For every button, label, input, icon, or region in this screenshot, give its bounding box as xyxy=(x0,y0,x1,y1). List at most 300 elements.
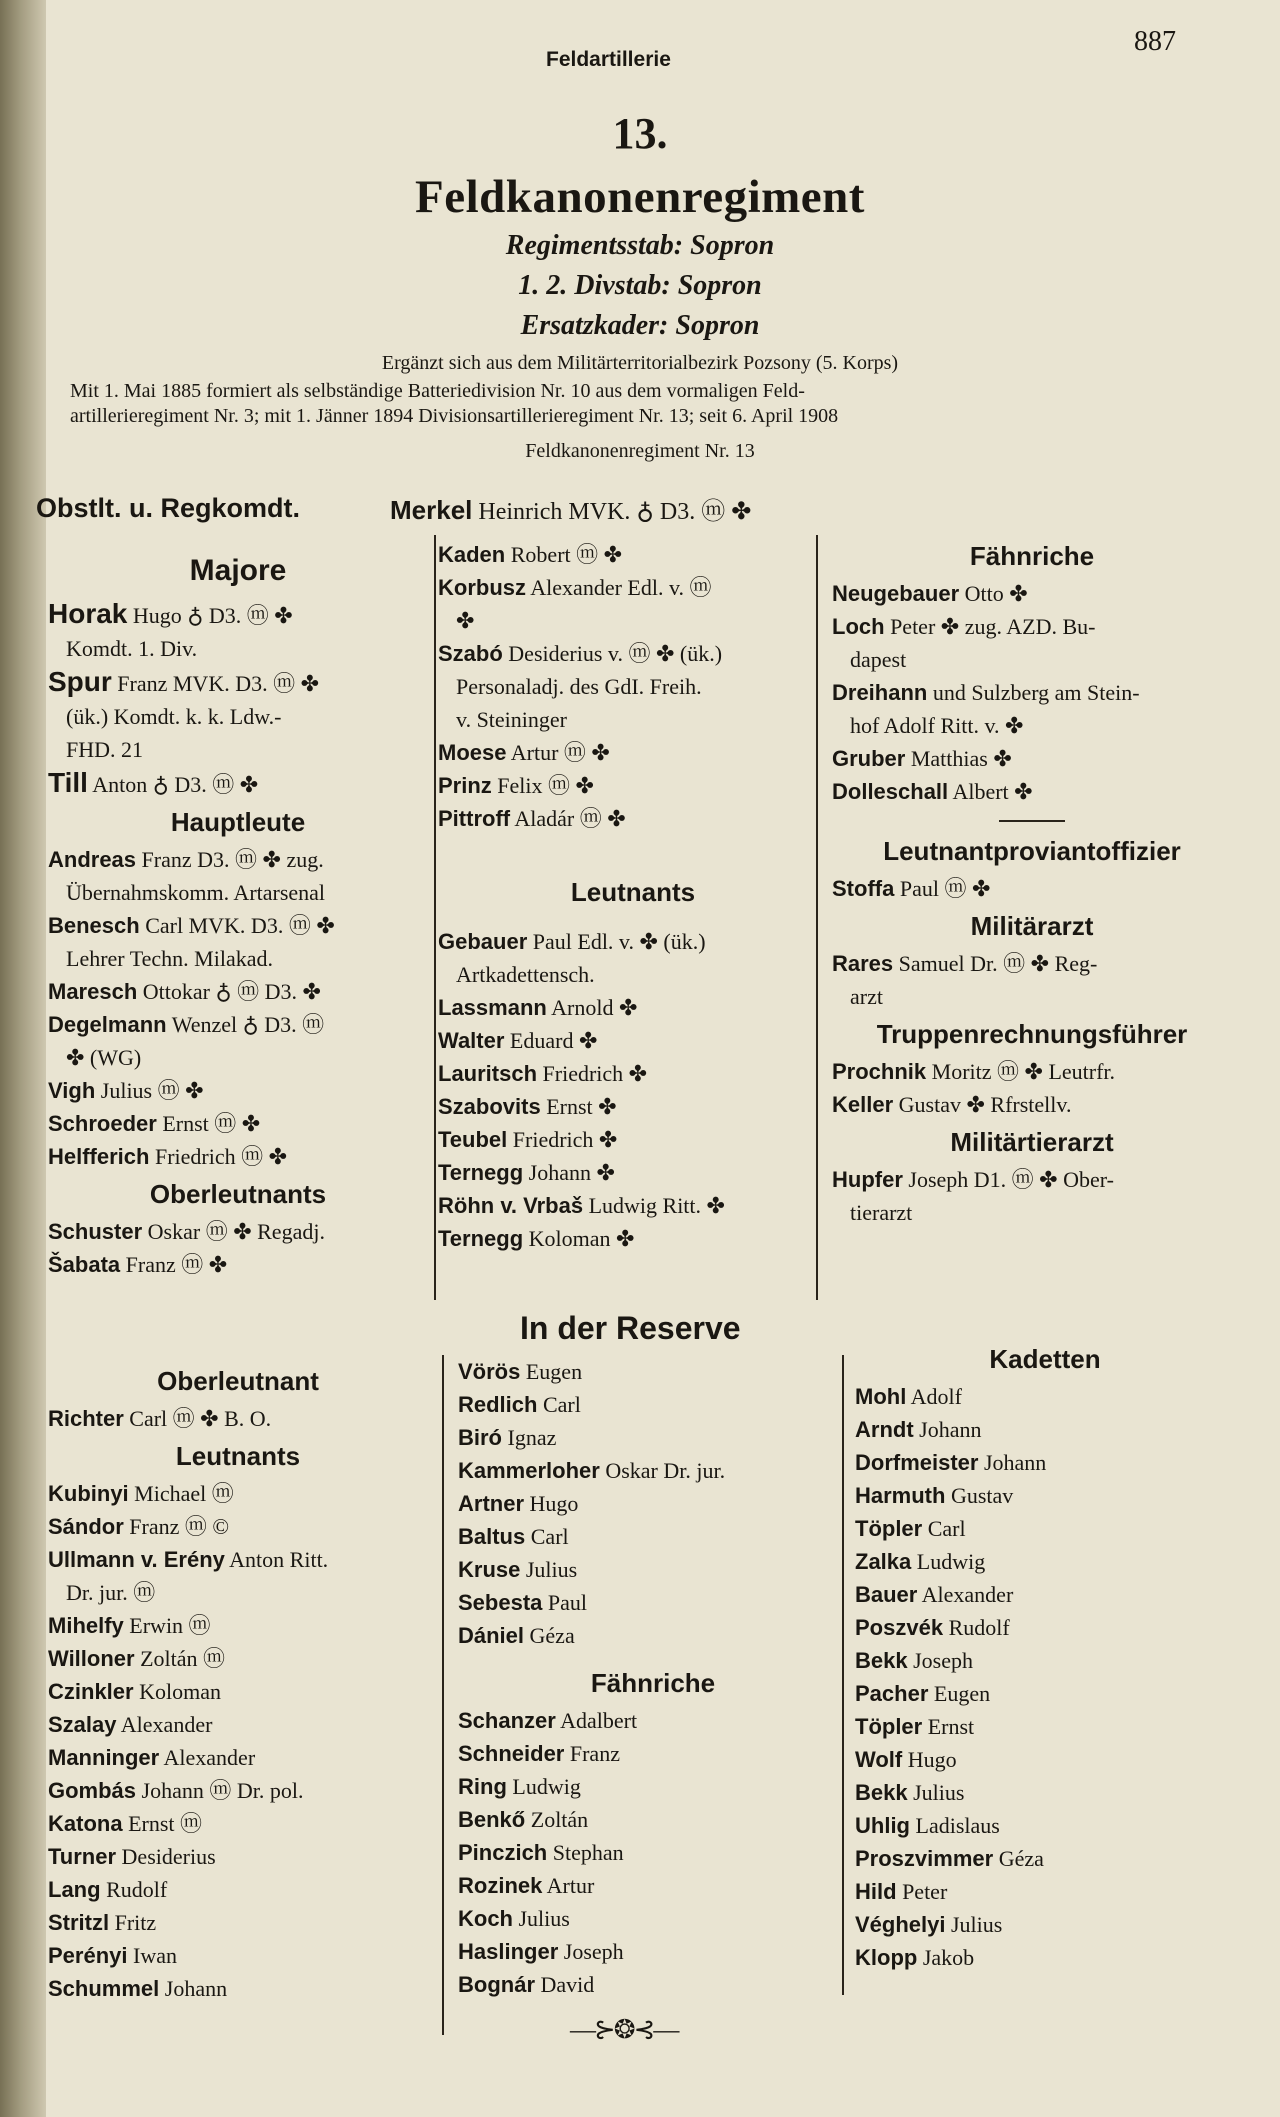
person-entry xyxy=(855,1545,1235,1578)
reserve-column-rule-1 xyxy=(442,1355,444,2035)
person-details: Ludwig Ritt. ✤ xyxy=(588,1193,725,1218)
person-details: Julius xyxy=(950,1912,1003,1937)
person-entry xyxy=(855,1743,1235,1776)
person-details: Paul ⓜ ✤ xyxy=(899,876,991,901)
person-entry xyxy=(855,1644,1235,1677)
section-title-rechnungsfuehrer: Truppenrechnungsführer xyxy=(876,1019,1188,1049)
person-entry xyxy=(832,610,1232,643)
person-details: Friedrich ✤ xyxy=(512,1127,618,1152)
section-title-proviant: Leutnantproviantoffizier xyxy=(883,836,1181,866)
person-surname: Klopp xyxy=(855,1945,918,1970)
person-entry xyxy=(48,1008,428,1041)
person-details: Ernst ⓜ xyxy=(128,1811,203,1836)
person-surname: Arndt xyxy=(855,1417,914,1442)
column-3 xyxy=(832,535,1232,1229)
commander-rank: Obstlt. u. Regkomdt. xyxy=(36,493,301,523)
person-surname: Rozinek xyxy=(458,1873,543,1898)
person-entry xyxy=(48,1807,428,1840)
person-details: Rudolf xyxy=(106,1877,168,1902)
person-entry xyxy=(458,1836,848,1869)
person-surname: Rares xyxy=(832,951,894,976)
person-entry xyxy=(48,1873,428,1906)
person-entry xyxy=(855,1710,1235,1743)
commander-surname: Merkel xyxy=(390,495,473,525)
section-title-hauptleute: Hauptleute xyxy=(170,807,306,837)
person-entry xyxy=(855,1809,1235,1842)
person-surname: Töpler xyxy=(855,1516,923,1541)
person-entry-continuation: Personaladj. des GdI. Freih. xyxy=(456,674,702,699)
person-entry xyxy=(438,991,828,1024)
person-entry xyxy=(48,1708,428,1741)
person-details: Moritz ⓜ ✤ Leutrfr. xyxy=(931,1059,1116,1084)
person-entry xyxy=(48,1248,428,1281)
person-details: Hugo xyxy=(529,1491,579,1516)
person-entry xyxy=(855,1677,1235,1710)
person-surname: Bauer xyxy=(855,1582,918,1607)
person-details: Anton ♁ D3. ⓜ ✤ xyxy=(92,772,259,797)
person-entry xyxy=(458,1586,848,1619)
person-surname: Teubel xyxy=(438,1127,508,1152)
person-surname: Degelmann xyxy=(48,1012,167,1037)
page xyxy=(36,0,1230,2117)
running-head: Feldartillerie xyxy=(546,48,671,71)
person-details: Matthias ✤ xyxy=(910,746,1012,771)
leutnants-list xyxy=(438,925,828,1255)
reserve-oberleutnant-list xyxy=(48,1402,428,1435)
hauptleute-list xyxy=(48,843,428,1173)
person-details: Eugen xyxy=(933,1681,991,1706)
person-surname: Turner xyxy=(48,1844,117,1869)
person-surname: Willoner xyxy=(48,1646,135,1671)
person-details: Otto ✤ xyxy=(964,581,1028,606)
person-surname: Töpler xyxy=(855,1714,923,1739)
regimentsstab-line: Regimentsstab: Sopron xyxy=(505,230,775,261)
person-entry xyxy=(855,1578,1235,1611)
recruitment-note: Ergänzt sich aus dem Militärterritorialbezirk Pozsony (5. Korps) xyxy=(381,352,899,374)
person-surname: Proszvimmer xyxy=(855,1846,994,1871)
person-details: Ernst ⓜ ✤ xyxy=(162,1111,261,1136)
person-entry-continuation: hof Adolf Ritt. v. ✤ xyxy=(850,713,1024,738)
person-surname: Sándor xyxy=(48,1514,124,1539)
person-details: Franz ⓜ ✤ xyxy=(125,1252,228,1277)
person-entry xyxy=(48,1741,428,1774)
person-surname: Szabó xyxy=(438,641,503,666)
person-surname: Pittroff xyxy=(438,806,511,831)
person-entry xyxy=(458,1520,848,1553)
history-note-line-3: Feldkanonenregiment Nr. 13 xyxy=(525,440,755,462)
person-details: Alexander xyxy=(921,1582,1014,1607)
person-entry xyxy=(48,1510,428,1543)
person-entry xyxy=(48,843,428,876)
person-surname: Ternegg xyxy=(438,1226,524,1251)
person-entry xyxy=(832,775,1232,808)
person-entry-continuation: (ük.) Komdt. k. k. Ldw.- xyxy=(66,704,282,729)
person-details: Joseph D1. ⓜ ✤ Ober- xyxy=(908,1167,1114,1192)
person-entry xyxy=(855,1941,1235,1974)
reserve-title: In der Reserve xyxy=(520,1310,741,1346)
person-surname: Benesch xyxy=(48,913,140,938)
person-surname: Katona xyxy=(48,1811,123,1836)
person-entry xyxy=(855,1908,1235,1941)
person-entry xyxy=(855,1842,1235,1875)
person-surname: Redlich xyxy=(458,1392,538,1417)
tierarzt-list xyxy=(832,1163,1232,1229)
person-details: und Sulzberg am Stein- xyxy=(932,680,1140,705)
person-entry-continuation: dapest xyxy=(850,647,907,672)
person-details: Oskar ⓜ ✤ Regadj. xyxy=(147,1219,325,1244)
person-details: Franz xyxy=(569,1741,620,1766)
person-entry xyxy=(48,1939,428,1972)
person-entry xyxy=(855,1413,1235,1446)
person-entry xyxy=(48,1140,428,1173)
history-note-line-1: Mit 1. Mai 1885 formiert als selbständige Batteriedivision Nr. 10 aus dem vormaligen Feld- xyxy=(70,380,805,402)
kadetten-list xyxy=(855,1380,1235,1974)
person-entry xyxy=(48,1840,428,1873)
person-details: Carl xyxy=(927,1516,966,1541)
person-details: Hugo xyxy=(907,1747,957,1772)
person-entry xyxy=(48,1107,428,1140)
person-details: Jakob xyxy=(922,1945,975,1970)
person-entry-continuation: Übernahmskomm. Artarsenal xyxy=(66,880,326,905)
person-entry xyxy=(48,1642,428,1675)
person-entry xyxy=(48,1215,428,1248)
person-surname: Prinz xyxy=(438,773,492,798)
person-surname: Gruber xyxy=(832,746,906,771)
person-surname: Andreas xyxy=(48,847,137,872)
person-entry xyxy=(832,872,1232,905)
person-details: Franz ⓜ © xyxy=(129,1514,230,1539)
person-surname: Perényi xyxy=(48,1943,128,1968)
person-details: Ludwig xyxy=(512,1774,581,1799)
faehnriche-list xyxy=(832,577,1232,808)
person-details: Eugen xyxy=(525,1359,583,1384)
person-surname: Till xyxy=(48,767,88,798)
divstab-line: 1. 2. Divstab: Sopron xyxy=(518,270,762,301)
person-entry-continuation: ✤ xyxy=(456,608,475,633)
person-details: Ignaz xyxy=(507,1425,557,1450)
person-details: Carl MVK. D3. ⓜ ✤ xyxy=(145,913,335,938)
person-surname: Baltus xyxy=(458,1524,526,1549)
person-details: Samuel Dr. ⓜ ✤ Reg- xyxy=(898,951,1098,976)
person-details: Franz D3. ⓜ ✤ zug. xyxy=(141,847,324,872)
person-details: Gustav ✤ Rfrstellv. xyxy=(898,1092,1072,1117)
person-details: Iwan xyxy=(133,1943,177,1968)
person-entry xyxy=(458,1704,848,1737)
oberleutnants-list-1 xyxy=(48,1215,428,1281)
person-surname: Dreihann xyxy=(832,680,928,705)
person-details: Johann xyxy=(164,1976,228,2001)
person-details: Felix ⓜ ✤ xyxy=(497,773,594,798)
person-entry xyxy=(48,766,428,801)
person-details: Friedrich ⓜ ✤ xyxy=(154,1144,288,1169)
person-surname: Sebesta xyxy=(458,1590,543,1615)
person-surname: Kubinyi xyxy=(48,1481,129,1506)
person-surname: Neugebauer xyxy=(832,581,960,606)
person-entry xyxy=(458,1454,848,1487)
person-surname: Schummel xyxy=(48,1976,160,2001)
person-surname: Pacher xyxy=(855,1681,929,1706)
person-surname: Dániel xyxy=(458,1623,525,1648)
person-details: Joseph xyxy=(563,1939,624,1964)
person-entry xyxy=(438,1024,828,1057)
person-entry xyxy=(438,1222,828,1255)
person-entry xyxy=(458,1737,848,1770)
proviant-list xyxy=(832,872,1232,905)
column-rule-2 xyxy=(816,535,818,1300)
person-entry xyxy=(458,1421,848,1454)
person-details: Paul xyxy=(547,1590,588,1615)
person-surname: Stoffa xyxy=(832,876,895,901)
person-details: Wenzel ♁ D3. ⓜ xyxy=(171,1012,325,1037)
person-details: Erwin ⓜ xyxy=(129,1613,211,1638)
person-entry xyxy=(855,1380,1235,1413)
person-details: Carl xyxy=(530,1524,569,1549)
person-entry xyxy=(48,1074,428,1107)
person-surname: Vigh xyxy=(48,1078,96,1103)
regiment-name: Feldkanonenregiment xyxy=(415,171,865,223)
person-entry xyxy=(458,1388,848,1421)
person-details: Rudolf xyxy=(948,1615,1010,1640)
person-surname: Korbusz xyxy=(438,575,526,600)
person-details: Ernst xyxy=(927,1714,975,1739)
person-surname: Kaden xyxy=(438,542,506,567)
reserve-column-rule-2 xyxy=(842,1355,844,1995)
person-surname: Ullmann v. Erény xyxy=(48,1547,225,1572)
section-title-majore: Majore xyxy=(189,554,287,587)
majore-list xyxy=(48,597,428,801)
person-entry xyxy=(458,1355,848,1388)
person-details: Géza xyxy=(529,1623,575,1648)
person-details: Fritz xyxy=(114,1910,157,1935)
section-title-leutnants: Leutnants xyxy=(570,877,696,907)
person-entry xyxy=(438,802,828,835)
person-details: Michael ⓜ xyxy=(134,1481,234,1506)
person-entry xyxy=(438,1090,828,1123)
person-details: Koloman xyxy=(139,1679,221,1704)
person-surname: Biró xyxy=(458,1425,502,1450)
person-entry-continuation: FHD. 21 xyxy=(66,737,144,762)
person-details: Johann ✤ xyxy=(528,1160,615,1185)
reserve-faehnriche-list xyxy=(458,1704,848,2001)
person-entry xyxy=(48,1774,428,1807)
person-details: Anton Ritt. xyxy=(229,1547,329,1572)
section-title-oberleutnants: Oberleutnants xyxy=(149,1179,327,1209)
person-surname: Szabovits xyxy=(438,1094,541,1119)
column-2 xyxy=(438,538,828,1255)
militaerarzt-list xyxy=(832,947,1232,1013)
person-entry-continuation: arzt xyxy=(850,984,883,1009)
person-surname: Schneider xyxy=(458,1741,565,1766)
person-details: Hugo ♁ D3. ⓜ ✤ xyxy=(132,603,293,628)
column-1 xyxy=(48,545,428,1281)
person-entry xyxy=(438,571,828,604)
person-surname: Dolleschall xyxy=(832,779,949,804)
person-surname: Keller xyxy=(832,1092,894,1117)
person-surname: Ring xyxy=(458,1774,507,1799)
person-details: Alexander xyxy=(163,1745,256,1770)
person-surname: Mohl xyxy=(855,1384,907,1409)
person-entry xyxy=(458,1803,848,1836)
person-details: Robert ⓜ ✤ xyxy=(510,542,623,567)
column-rule-1 xyxy=(434,535,436,1300)
person-entry xyxy=(855,1875,1235,1908)
person-entry xyxy=(832,947,1232,980)
person-entry-continuation: Dr. jur. ⓜ xyxy=(66,1580,156,1605)
person-entry xyxy=(458,1869,848,1902)
person-details: Paul Edl. v. ✤ (ük.) xyxy=(532,929,706,954)
person-surname: Pinczich xyxy=(458,1840,548,1865)
person-surname: Prochnik xyxy=(832,1059,927,1084)
person-surname: Gebauer xyxy=(438,929,528,954)
person-surname: Schroeder xyxy=(48,1111,157,1136)
person-entry xyxy=(48,1543,428,1576)
person-entry xyxy=(48,1609,428,1642)
book-binding-shadow xyxy=(0,0,46,2117)
person-details: Peter ✤ zug. AZD. Bu- xyxy=(890,614,1096,639)
person-details: Julius xyxy=(525,1557,578,1582)
person-details: Oskar Dr. jur. xyxy=(605,1458,726,1483)
person-surname: Bekk xyxy=(855,1780,908,1805)
section-title-militaerarzt: Militärarzt xyxy=(970,911,1094,941)
reserve-column-3 xyxy=(855,1338,1235,1974)
person-details: Eduard ✤ xyxy=(509,1028,598,1053)
person-details: Franz MVK. D3. ⓜ ✤ xyxy=(117,671,320,696)
person-entry xyxy=(48,909,428,942)
person-entry xyxy=(48,1402,428,1435)
person-details: Desiderius v. ⓜ ✤ (ük.) xyxy=(508,641,723,666)
section-title-reserve-leutnants: Leutnants xyxy=(175,1441,301,1471)
person-surname: Wolf xyxy=(855,1747,903,1772)
person-surname: Stritzl xyxy=(48,1910,110,1935)
person-surname: Uhlig xyxy=(855,1813,910,1838)
person-surname: Kruse xyxy=(458,1557,521,1582)
person-surname: Moese xyxy=(438,740,507,765)
person-entry xyxy=(832,676,1232,709)
section-title-tierarzt: Militärtierarzt xyxy=(950,1127,1114,1157)
person-details: Géza xyxy=(998,1846,1044,1871)
person-entry xyxy=(855,1611,1235,1644)
section-title-reserve-faehnriche: Fähnriche xyxy=(590,1668,716,1698)
person-entry xyxy=(438,1123,828,1156)
person-entry xyxy=(438,925,828,958)
person-entry xyxy=(438,1189,828,1222)
commander-details: Heinrich MVK. ♁ D3. ⓜ ✤ xyxy=(478,499,752,525)
person-surname: Richter xyxy=(48,1406,124,1431)
person-details: Zoltán ⓜ xyxy=(140,1646,226,1671)
person-surname: Lang xyxy=(48,1877,101,1902)
person-entry-continuation: v. Steininger xyxy=(456,707,567,732)
person-details: Stephan xyxy=(552,1840,624,1865)
person-details: Zoltán xyxy=(530,1807,589,1832)
person-details: Ottokar ♁ ⓜ D3. ✤ xyxy=(142,979,321,1004)
person-surname: Koch xyxy=(458,1906,513,1931)
person-surname: Kammerloher xyxy=(458,1458,600,1483)
oberleutnants-list-2 xyxy=(438,538,828,835)
person-entry xyxy=(832,1088,1232,1121)
person-details: Aladár ⓜ ✤ xyxy=(514,806,626,831)
person-surname: Artner xyxy=(458,1491,525,1516)
person-entry xyxy=(438,637,828,670)
person-surname: Walter xyxy=(438,1028,505,1053)
person-entry xyxy=(48,1477,428,1510)
person-details: Arnold ✤ xyxy=(551,995,638,1020)
person-details: Julius xyxy=(913,1780,965,1805)
person-entry xyxy=(48,1675,428,1708)
person-surname: Maresch xyxy=(48,979,138,1004)
person-entry xyxy=(458,1553,848,1586)
commander-entry xyxy=(390,491,751,526)
person-surname: Mihelfy xyxy=(48,1613,124,1638)
person-entry xyxy=(438,1156,828,1189)
person-surname: Bognár xyxy=(458,1972,535,1997)
person-surname: Véghelyi xyxy=(855,1912,946,1937)
reserve-column-2 xyxy=(458,1355,848,2001)
end-ornament: —⊱❂⊰— xyxy=(570,2015,678,2044)
section-divider xyxy=(999,820,1065,822)
history-note-line-2: artillerieregiment Nr. 3; mit 1. Jänner 1894 Divisionsartillerieregiment Nr. 13; seit 6. April 1908 xyxy=(70,405,839,427)
person-entry xyxy=(48,975,428,1008)
section-title-reserve-oberleutnant: Oberleutnant xyxy=(157,1366,319,1396)
person-surname: Loch xyxy=(832,614,885,639)
person-entry xyxy=(855,1446,1235,1479)
person-surname: Harmuth xyxy=(855,1483,946,1508)
person-surname: Haslinger xyxy=(458,1939,559,1964)
person-details: Julius ⓜ ✤ xyxy=(100,1078,204,1103)
person-details: Gustav xyxy=(950,1483,1014,1508)
person-surname: Poszvék xyxy=(855,1615,944,1640)
person-surname: Schuster xyxy=(48,1219,143,1244)
person-surname: Röhn v. Vrbaš xyxy=(438,1193,584,1218)
reserve-leutnants-list-2 xyxy=(458,1355,848,1652)
person-entry-continuation: Artkadettensch. xyxy=(456,962,595,987)
person-details: Adolf xyxy=(910,1384,962,1409)
person-details: Desiderius xyxy=(121,1844,216,1869)
person-entry-continuation: Komdt. 1. Div. xyxy=(66,636,198,661)
person-details: Artur ⓜ ✤ xyxy=(510,740,610,765)
person-entry xyxy=(832,1055,1232,1088)
person-surname: Horak xyxy=(48,598,128,629)
reserve-leutnants-list-1 xyxy=(48,1477,428,2005)
person-details: Ladislaus xyxy=(915,1813,1000,1838)
person-details: Johann ⓜ Dr. pol. xyxy=(141,1778,304,1803)
person-details: Ludwig xyxy=(916,1549,986,1574)
person-surname: Lassmann xyxy=(438,995,547,1020)
person-surname: Hild xyxy=(855,1879,897,1904)
person-entry xyxy=(458,1902,848,1935)
person-details: David xyxy=(540,1972,595,1997)
person-entry-continuation: ✤ (WG) xyxy=(66,1045,142,1070)
section-title-kadetten: Kadetten xyxy=(989,1344,1101,1374)
person-details: Ernst ✤ xyxy=(546,1094,617,1119)
reserve-column-1 xyxy=(48,1360,428,2005)
person-details: Carl ⓜ ✤ B. O. xyxy=(129,1406,272,1431)
person-entry-continuation: Lehrer Techn. Milakad. xyxy=(66,946,273,971)
person-entry xyxy=(458,1935,848,1968)
person-surname: Zalka xyxy=(855,1549,912,1574)
person-surname: Spur xyxy=(48,666,112,697)
person-surname: Szalay xyxy=(48,1712,117,1737)
person-entry xyxy=(458,1770,848,1803)
person-entry xyxy=(48,1906,428,1939)
person-surname: Hupfer xyxy=(832,1167,903,1192)
person-details: Albert ✤ xyxy=(952,779,1033,804)
person-details: Julius xyxy=(518,1906,570,1931)
person-details: Peter xyxy=(902,1879,948,1904)
person-entry xyxy=(458,1487,848,1520)
person-surname: Manninger xyxy=(48,1745,160,1770)
person-details: Johann xyxy=(919,1417,982,1442)
person-surname: Czinkler xyxy=(48,1679,134,1704)
